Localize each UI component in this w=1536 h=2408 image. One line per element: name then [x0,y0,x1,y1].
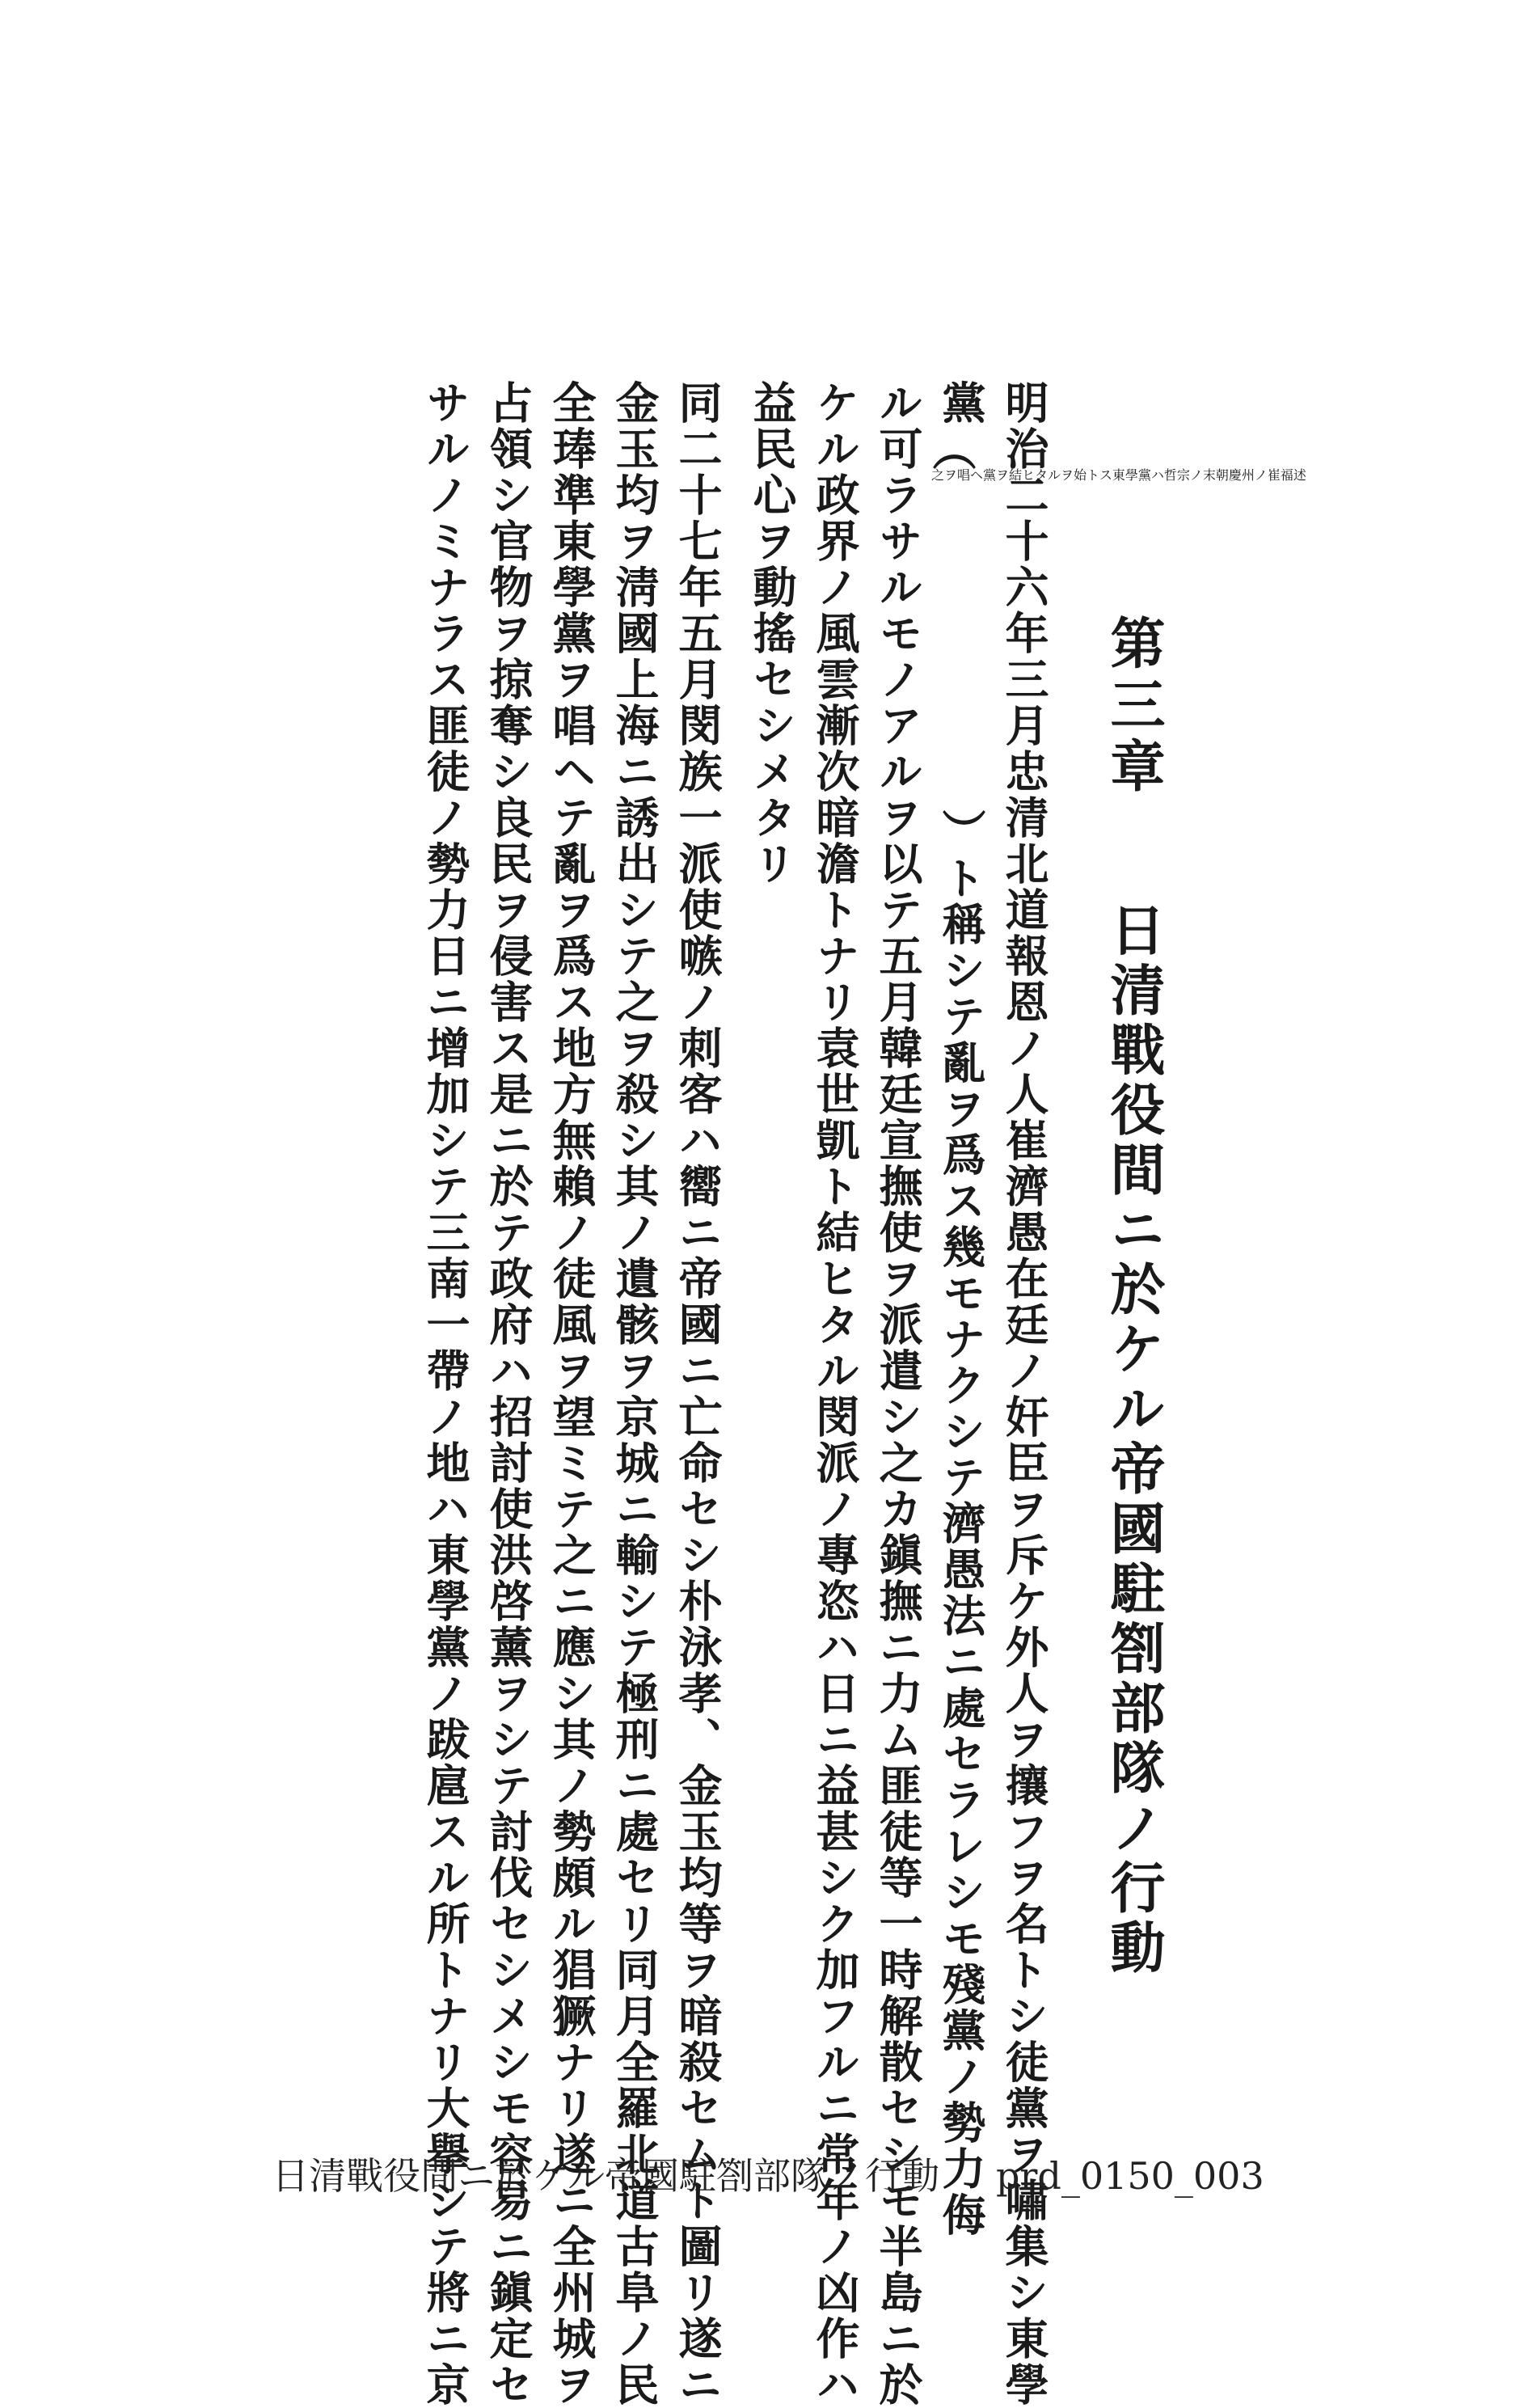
inline-note [926,427,977,823]
body-column: ケル政界ノ風雲漸次暗澹トナリ袁世凱ト結ヒタル閔派ノ專恣ハ日ニ益甚シク加フルニ常年ノ凶作ハ [809,380,861,2408]
body-column: 全琫準東學黨ヲ唱ヘテ亂ヲ爲ス地方無賴ノ徒風ヲ望ミテ之ニ應シ其ノ勢頗ル猖獗ナリ遂ニ全州城ヲ [546,380,597,2408]
body-column: サルノミナラス匪徒ノ勢力日ニ增加シテ三南一帶ノ地ハ東學黨ノ跋扈スル所トナリ大擧シテ將ニ京 [420,380,471,2408]
body-column: 益民心ヲ動搖セシメタリ [746,380,798,887]
inline-note-line-1: 東學黨ハ哲宗ノ末朝慶州ノ崔福述 [1112,467,1306,483]
body-column-tail: ト稱シテ亂ヲ爲ス幾モナクシテ濟愚法ニ處セラレシモ殘黨ノ勢力侮 [935,855,987,2238]
body-column-head: 黨 [935,380,987,426]
body-column: 同二十七年五月閔族一派使嗾ノ刺客ハ嚮ニ帝國ニ亡命セシ朴泳孝、金玉均等ヲ暗殺セムト圖リ遂ニ [672,380,724,2408]
inline-note-lines [931,469,1306,482]
note-open-paren: （ [926,427,977,471]
page-footer [0,2147,1536,2200]
inline-note-line-2: 之ヲ唱ヘ黨ヲ結ヒタルヲ始トス [931,467,1112,483]
body-column: ル可ラサルモノアルヲ以テ五月韓廷宣撫使ヲ派遣シ之カ鎭撫ニ力ム匪徒等一時解散セシモ半島ニ於 [872,380,924,2408]
chapter-number: 第三章 [1101,615,1166,799]
body-column: 占領シ官物ヲ掠奪シ良民ヲ侵害ス是ニ於テ政府ハ招討使洪啓薰ヲシテ討伐セシメシモ容易ニ鎭定セ [483,380,534,2408]
note-close-paren: ） [935,809,987,852]
footer-title: 日清戰役間ニ於ケル帝國駐劄部隊ノ行動 [272,2154,939,2198]
footer-code: prd_0150_003 [995,2154,1264,2198]
body-column: 金玉均ヲ淸國上海ニ誘出シテ之ヲ殺シ其ノ遺骸ヲ京城ニ輸シテ極刑ニ處セリ同月全羅北道古阜ノ民 [609,380,660,2408]
chapter-title: 日清戰役間ニ於ケル帝國駐劄部隊ノ行動 [1101,902,1166,1979]
body-column: 明治二十六年三月忠清北道報恩ノ人崔濟愚在廷ノ奸臣ヲ斥ケ外人ヲ攘フヲ名トシ徒黨ヲ嘯集シ東學 [998,380,1050,2408]
